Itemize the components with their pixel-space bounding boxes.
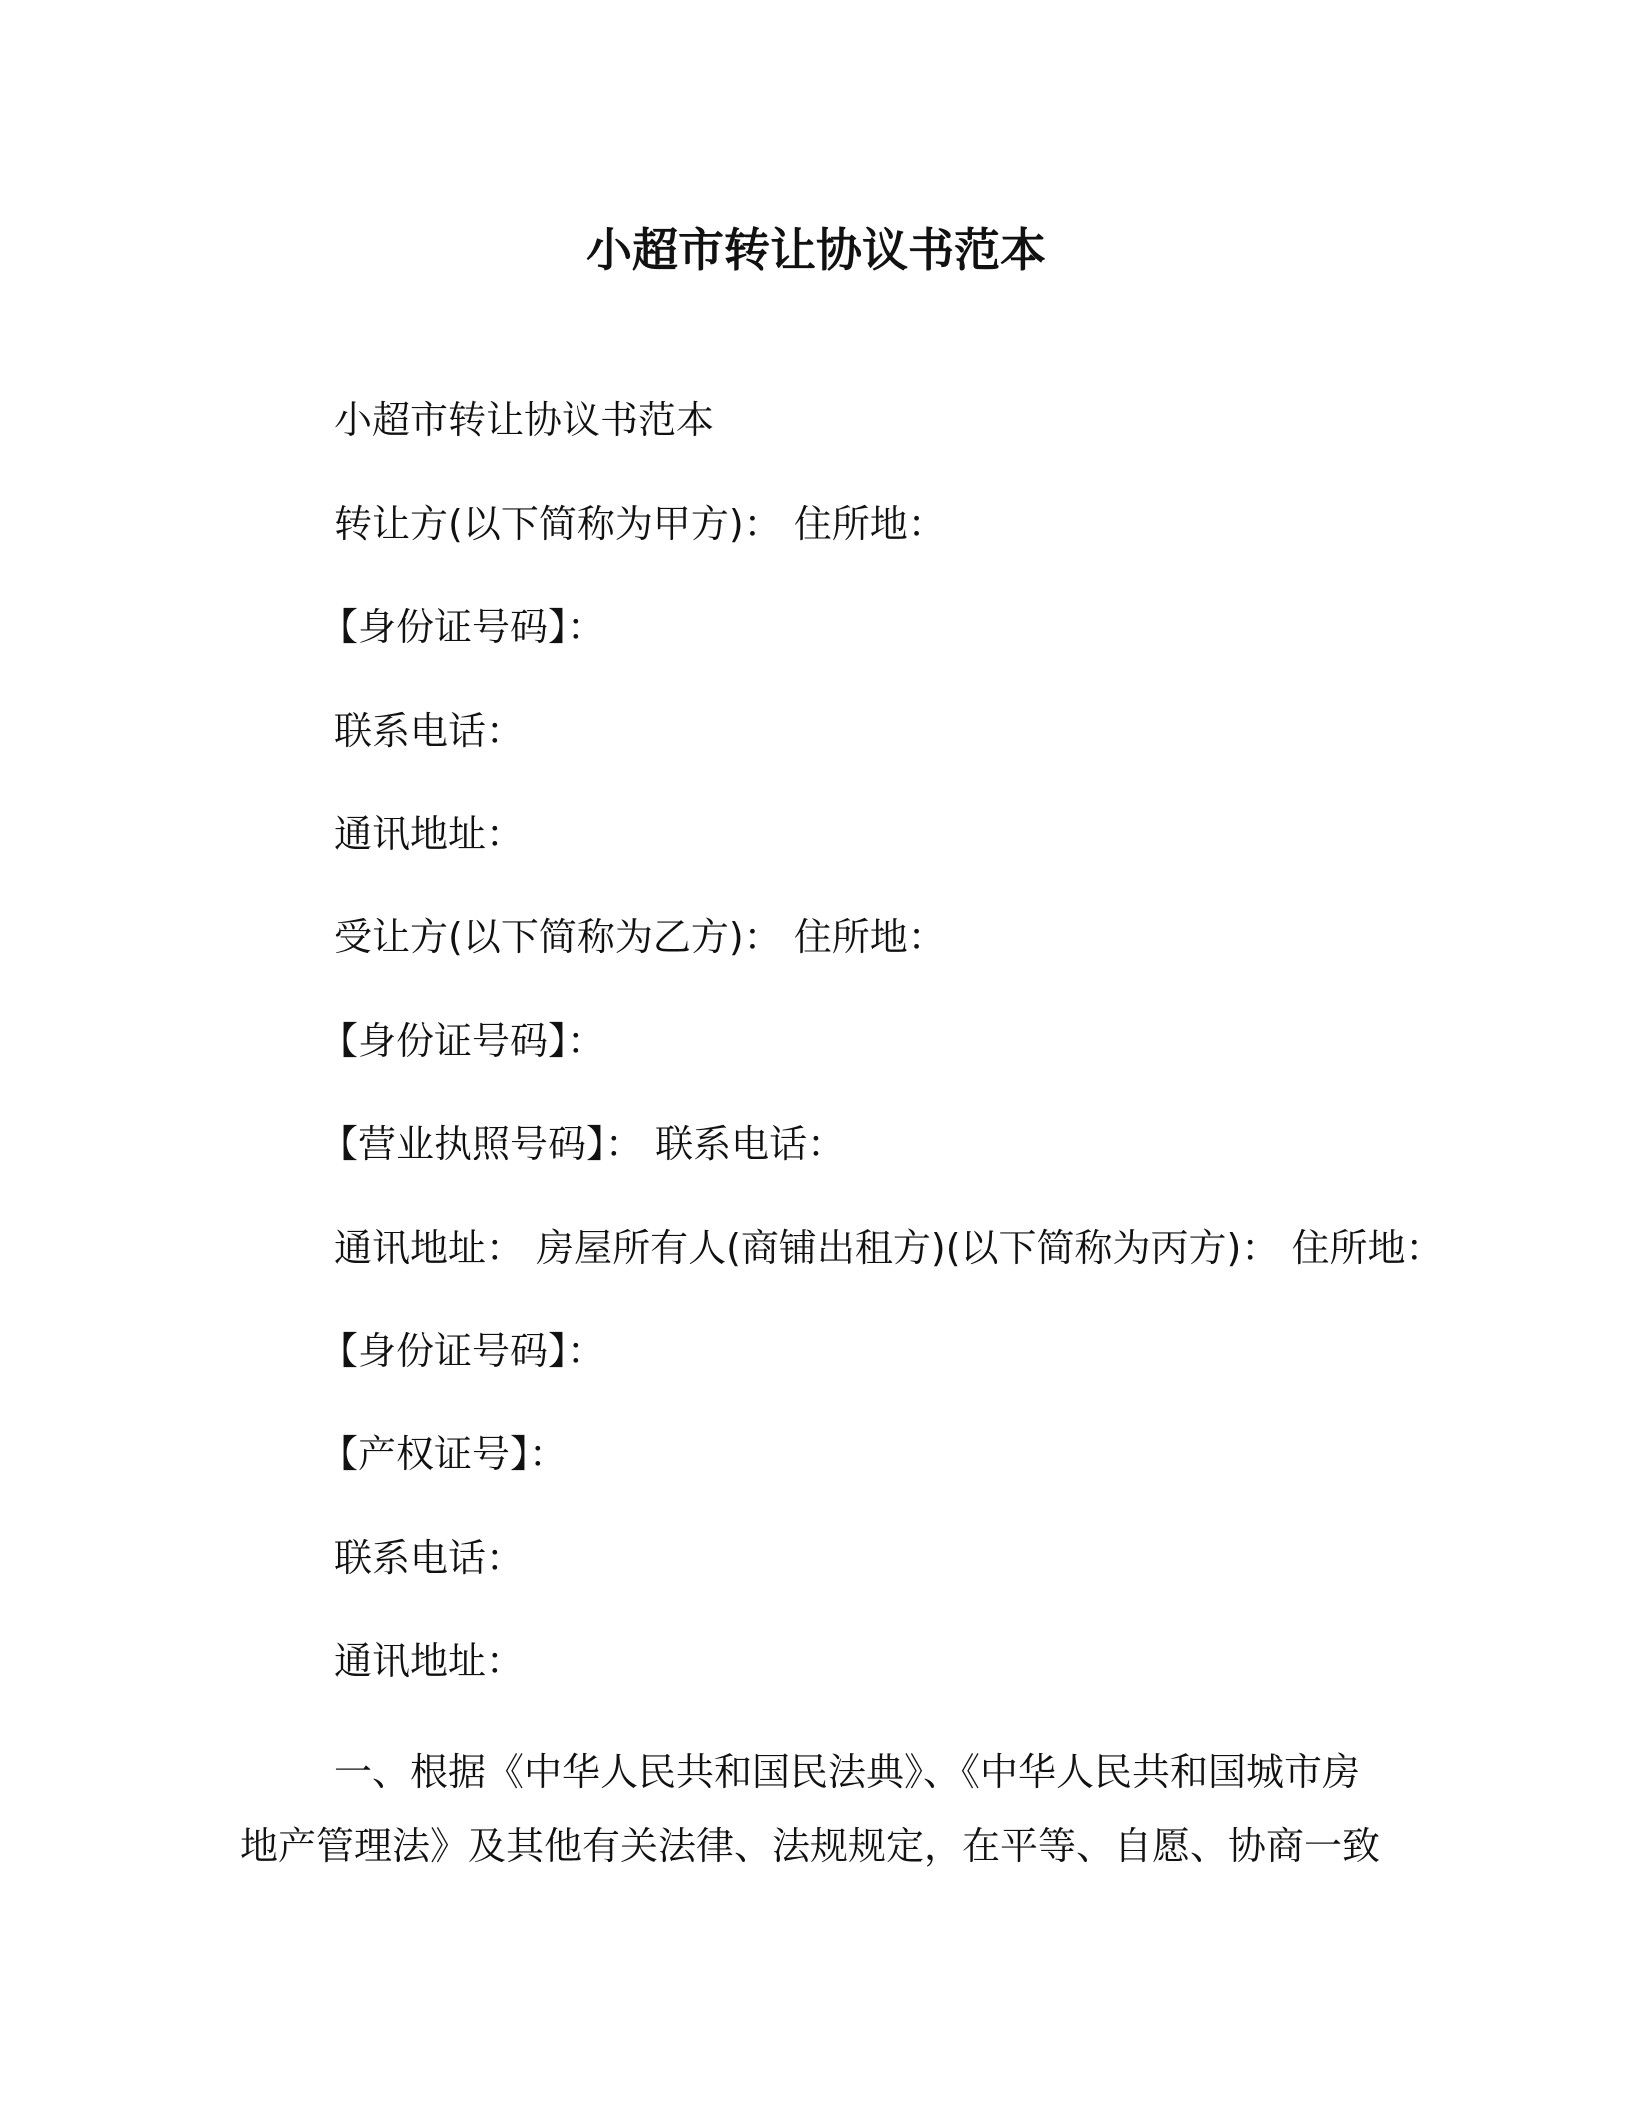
document-title: 小超市转让协议书范本 <box>586 223 1046 277</box>
owner-property-line: 【产权证号】： <box>320 1432 568 1476</box>
transferor-line: 转让方(以下简称为甲方)： 住所地： <box>334 502 946 546</box>
transferor-address-line: 通讯地址： <box>334 812 525 856</box>
transferee-id-line: 【身份证号码】： <box>320 1019 606 1063</box>
clause-one-line-2: 地产管理法》及其他有关法律、法规规定，在平等、自愿、协商一致 <box>240 1824 1381 1868</box>
transferor-phone-line: 联系电话： <box>334 709 525 753</box>
transferee-license-line: 【营业执照号码】： 联系电话： <box>320 1122 846 1166</box>
transferor-id-line: 【身份证号码】： <box>320 605 606 649</box>
owner-address-line: 通讯地址： <box>334 1639 525 1683</box>
owner-id-line: 【身份证号码】： <box>320 1329 606 1373</box>
owner-phone-line: 联系电话： <box>334 1536 525 1580</box>
subtitle-line: 小超市转让协议书范本 <box>334 398 715 442</box>
transferee-address-owner-line: 通讯地址： 房屋所有人(商铺出租方)(以下简称为丙方)： 住所地： <box>334 1226 1444 1270</box>
clause-one-line-1: 一、根据《中华人民共和国民法典》、《中华人民共和国城市房 <box>334 1750 1361 1794</box>
transferee-line: 受让方(以下简称为乙方)： 住所地： <box>334 915 946 959</box>
